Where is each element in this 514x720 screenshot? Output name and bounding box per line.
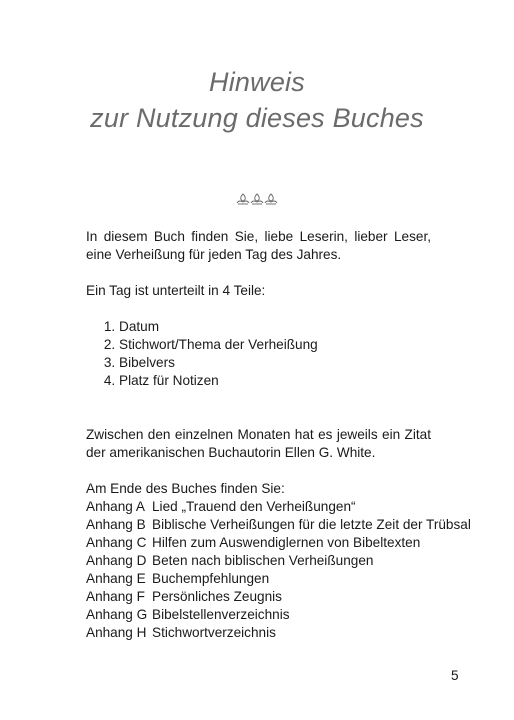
list-item: 2. Stichwort/Thema der Verheißung — [119, 336, 431, 354]
list-item: 1. Datum — [119, 318, 431, 336]
page-number: 5 — [451, 668, 459, 683]
appendix-row — [86, 588, 431, 606]
appendix-title: Stichwortverzeichnis — [152, 625, 276, 640]
appendix-key: Anhang B — [86, 517, 146, 532]
page-title — [0, 64, 514, 136]
day-parts-list — [86, 318, 431, 390]
appendix-list — [86, 498, 471, 642]
list-item: 4. Platz für Notizen — [119, 372, 431, 390]
day-parts-intro: Ein Tag ist unterteilt in 4 Teile: — [86, 283, 266, 298]
page-title-line-2: zur Nutzung dieses Buches — [90, 103, 424, 133]
appendix-title: Biblische Verheißungen für die letzte Zeit der Trübsal — [152, 517, 471, 532]
appendix-row — [86, 534, 431, 552]
appendix-row — [86, 498, 431, 516]
list-item: 3. Bibelvers — [119, 354, 431, 372]
appendix-title: Hilfen zum Auswendiglernen von Bibeltexten — [152, 535, 421, 550]
quote-note-paragraph: Zwischen den einzelnen Monaten hat es jeweils ein Zitat der amerikanischen Buchautorin Ellen G. White. — [86, 427, 431, 460]
appendix-key: Anhang H — [86, 625, 147, 640]
appendix-key: Anhang A — [86, 499, 145, 514]
appendix-title: Buchempfehlungen — [152, 571, 270, 586]
appendix-row — [86, 624, 431, 642]
page-title-line-1: Hinweis — [209, 67, 305, 97]
appendix-row — [86, 606, 431, 624]
intro-paragraph: In diesem Buch finden Sie, liebe Leserin, lieber Leser, eine Verheißung für jeden Tag des Jahres. — [86, 229, 431, 262]
appendix-title: Lied „Trauend den Verheißungen“ — [152, 499, 356, 514]
appendix-key: Anhang F — [86, 589, 145, 604]
appendix-row — [86, 516, 471, 534]
appendix-title: Persönliches Zeugnis — [152, 589, 282, 604]
appendix-key: Anhang D — [86, 553, 147, 568]
appendix-title: Bibelstellenverzeichnis — [152, 607, 290, 622]
page-body — [86, 228, 471, 642]
appendix-row — [86, 570, 431, 588]
appendix-intro: Am Ende des Buches finden Sie: — [86, 481, 285, 496]
appendix-key: Anhang C — [86, 535, 147, 550]
appendix-row — [86, 552, 431, 570]
appendix-key: Anhang E — [86, 571, 146, 586]
fleuron-ornament-icon — [0, 192, 514, 210]
appendix-key: Anhang G — [86, 607, 148, 622]
appendix-title: Beten nach biblischen Verheißungen — [152, 553, 374, 568]
